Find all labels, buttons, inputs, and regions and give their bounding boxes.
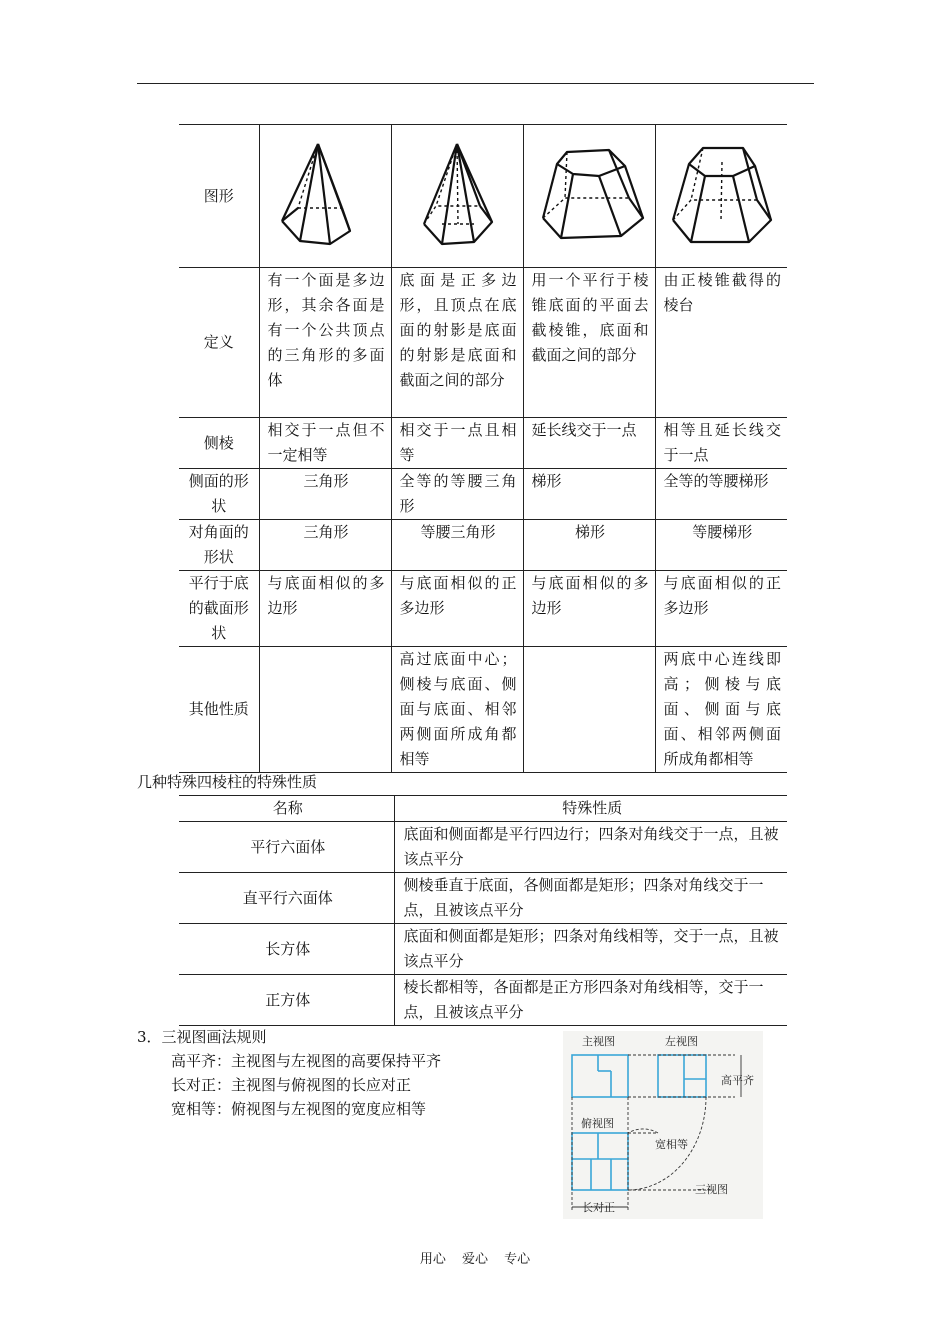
table-cell: 相交于一点但不一定相等 xyxy=(259,418,391,469)
section-title: 3．三视图画法规则 xyxy=(137,1028,267,1046)
table-row xyxy=(179,822,787,873)
width-label: 宽相等 xyxy=(655,1138,688,1151)
diagram-caption: 三视图 xyxy=(695,1183,728,1196)
table-row xyxy=(179,418,787,469)
rule-line: 宽相等：俯视图与左视图的宽度应相等 xyxy=(171,1100,427,1118)
table-row xyxy=(179,975,787,1026)
table-cell: 由正棱锥截得的棱台 xyxy=(655,268,787,418)
regular-pyramid-icon xyxy=(391,125,523,268)
rule-line: 高平齐：主视图与左视图的高要保持平齐 xyxy=(171,1052,442,1070)
table-cell: 有一个面是多边形，其余各面是有一个公共顶点的三角形的多面体 xyxy=(259,268,391,418)
table-cell xyxy=(523,647,655,773)
table-row xyxy=(179,924,787,975)
table-cell: 相等且延长线交于一点 xyxy=(655,418,787,469)
row-label: 平行于底的截面形状 xyxy=(179,571,259,647)
regular-frustum-icon xyxy=(655,125,787,268)
table-cell xyxy=(259,647,391,773)
table-row xyxy=(179,647,787,773)
table-cell: 全等的等腰三角形 xyxy=(391,469,523,520)
prism-name: 平行六面体 xyxy=(179,822,394,873)
column-header: 名称 xyxy=(179,796,394,822)
prism-property: 底面和侧面都是平行四边行；四条对角线交于一点，且被该点平分 xyxy=(394,822,787,873)
three-view-diagram xyxy=(563,1031,763,1219)
table-cell: 三角形 xyxy=(259,469,391,520)
table-cell: 梯形 xyxy=(523,520,655,571)
prism-property: 底面和侧面都是矩形；四条对角线相等，交于一点，且被该点平分 xyxy=(394,924,787,975)
table-cell: 相交于一点且相等 xyxy=(391,418,523,469)
table-cell: 与底面相似的多边形 xyxy=(523,571,655,647)
pyramid-frustum-table xyxy=(179,124,787,773)
rule-line: 长对正：主视图与俯视图的长应对正 xyxy=(171,1076,412,1094)
length-label: 长对正 xyxy=(582,1201,615,1214)
table-cell: 与底面相似的正多边形 xyxy=(391,571,523,647)
prism-name: 正方体 xyxy=(179,975,394,1026)
row-label: 定义 xyxy=(179,268,259,418)
main-view-label: 主视图 xyxy=(582,1035,615,1048)
table-cell: 与底面相似的正多边形 xyxy=(655,571,787,647)
table-row xyxy=(179,469,787,520)
table-row xyxy=(179,520,787,571)
row-label: 对角面的形状 xyxy=(179,520,259,571)
table-row xyxy=(179,125,787,268)
table-cell: 等腰梯形 xyxy=(655,520,787,571)
table-row xyxy=(179,571,787,647)
page-footer: 用心 爱心 专心 xyxy=(419,1252,531,1267)
table-cell: 两底中心连线即高；侧棱与底面、侧面与底面、相邻两侧面所成角都相等 xyxy=(655,647,787,773)
prism-properties-table xyxy=(179,795,787,1026)
prism-name: 长方体 xyxy=(179,924,394,975)
table-cell: 延长线交于一点 xyxy=(523,418,655,469)
prism-property: 棱长都相等，各面都是正方形四条对角线相等，交于一点，且被该点平分 xyxy=(394,975,787,1026)
header-rule xyxy=(137,83,814,84)
table-header-row xyxy=(179,796,787,822)
table-cell: 全等的等腰梯形 xyxy=(655,469,787,520)
left-view-label: 左视图 xyxy=(665,1035,698,1048)
table-cell: 与底面相似的多边形 xyxy=(259,571,391,647)
prism-name: 直平行六面体 xyxy=(179,873,394,924)
pyramid-icon xyxy=(259,125,391,268)
table-cell: 梯形 xyxy=(523,469,655,520)
column-header: 特殊性质 xyxy=(394,796,787,822)
frustum-icon xyxy=(523,125,655,268)
row-label: 侧棱 xyxy=(179,418,259,469)
table-row xyxy=(179,268,787,418)
height-label: 高平齐 xyxy=(721,1074,754,1087)
table-cell: 用一个平行于棱锥底面的平面去截棱锥，底面和截面之间的部分 xyxy=(523,268,655,418)
table-cell: 三角形 xyxy=(259,520,391,571)
row-label: 图形 xyxy=(179,125,259,268)
row-label: 侧面的形状 xyxy=(179,469,259,520)
section-title: 几种特殊四棱柱的特殊性质 xyxy=(137,773,318,791)
top-view-label: 俯视图 xyxy=(581,1117,614,1130)
table-row xyxy=(179,873,787,924)
prism-property: 侧棱垂直于底面，各侧面都是矩形；四条对角线交于一点，且被该点平分 xyxy=(394,873,787,924)
table-cell: 底面是正多边形，且顶点在底面的射影是底面的射影是底面和截面之间的部分 xyxy=(391,268,523,418)
row-label: 其他性质 xyxy=(179,647,259,773)
table-cell: 等腰三角形 xyxy=(391,520,523,571)
table-cell: 高过底面中心；侧棱与底面、侧面与底面、相邻两侧面所成角都相等 xyxy=(391,647,523,773)
